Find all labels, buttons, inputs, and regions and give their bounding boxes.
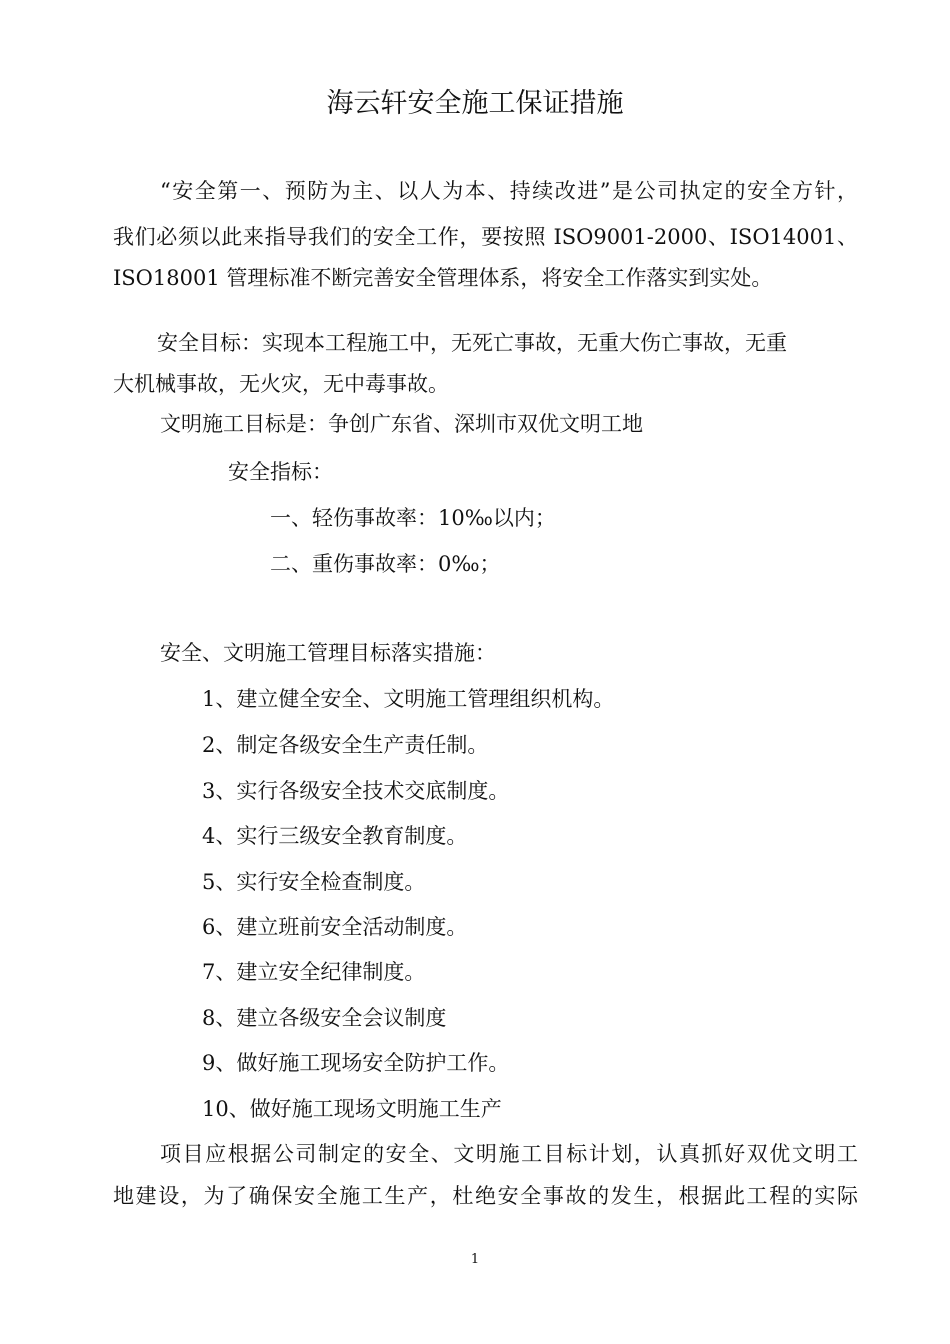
- intro-line: 我们必须以此来指导我们的安全工作，要按照 ISO9001-2000、ISO14001、: [113, 225, 858, 249]
- indicator-item: 二、重伤事故率：0‰；: [270, 552, 501, 576]
- indicators-heading: 安全指标：: [228, 460, 333, 484]
- measure-item: 4、实行三级安全教育制度。: [202, 824, 468, 848]
- measure-item: 6、建立班前安全活动制度。: [202, 915, 468, 939]
- measure-item: 10、做好施工现场文明施工生产: [202, 1097, 502, 1121]
- closing-line: 地建设，为了确保安全施工生产，杜绝安全事故的发生，根据此工程的实际: [113, 1184, 858, 1208]
- measure-item: 9、做好施工现场安全防护工作。: [202, 1051, 510, 1075]
- measure-item: 8、建立各级安全会议制度: [202, 1006, 447, 1030]
- intro-line: ISO18001 管理标准不断完善安全管理体系，将安全工作落实到实处。: [113, 266, 773, 290]
- intro-line: “安全第一、预防为主、以人为本、持续改进”是公司执定的安全方针，: [160, 179, 858, 203]
- page-title: 海云轩安全施工保证措施: [326, 88, 624, 119]
- measure-item: 5、实行安全检查制度。: [202, 870, 426, 894]
- measure-item: 3、实行各级安全技术交底制度。: [202, 779, 510, 803]
- measure-item: 7、建立安全纪律制度。: [202, 960, 426, 984]
- indicator-item: 一、轻伤事故率：10‰以内；: [270, 506, 556, 530]
- safety-goal-line: 安全目标：实现本工程施工中，无死亡事故，无重大伤亡事故，无重: [157, 331, 787, 355]
- safety-goal-line: 大机械事故，无火灾，无中毒事故。: [113, 372, 449, 396]
- civilized-goal-line: 文明施工目标是：争创广东省、深圳市双优文明工地: [160, 412, 643, 436]
- measure-item: 1、建立健全安全、文明施工管理组织机构。: [202, 687, 615, 711]
- closing-line: 项目应根据公司制定的安全、文明施工目标计划，认真抓好双优文明工: [160, 1142, 858, 1166]
- measure-item: 2、制定各级安全生产责任制。: [202, 733, 489, 757]
- measures-heading: 安全、文明施工管理目标落实措施：: [160, 641, 496, 665]
- page-number: 1: [470, 1252, 480, 1267]
